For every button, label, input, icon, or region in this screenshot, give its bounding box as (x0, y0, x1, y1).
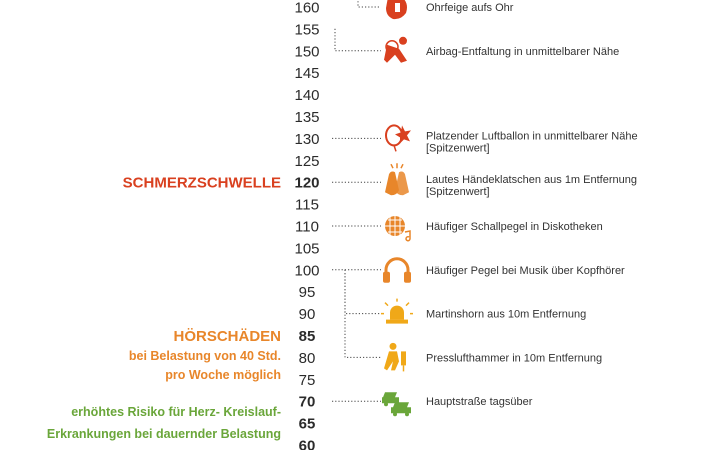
db-tick-label: 110 (295, 218, 319, 236)
db-tick-label: 155 (294, 21, 320, 39)
hand-shape (395, 3, 400, 12)
db-tick-label: 80 (298, 349, 316, 367)
db-tick-label: 70 (298, 393, 316, 411)
source-label: Hauptstraße tagsüber (426, 396, 533, 409)
ear-cup-left (383, 272, 390, 283)
db-tick-label: 105 (294, 240, 320, 258)
slap-icon (386, 0, 407, 19)
source-label: Lautes Händeklatschen aus 1m Entfernung (426, 174, 637, 187)
siren-icon (381, 299, 413, 324)
zone-heading: SCHMERZSCHWELLE (122, 174, 281, 192)
db-tick-label: 120 (294, 174, 320, 192)
source-label: Ohrfeige aufs Ohr (426, 2, 514, 14)
cars-icon (382, 392, 411, 416)
db-tick-label: 60 (298, 437, 316, 450)
ear-cup-right (404, 272, 411, 283)
connector-line (335, 29, 381, 51)
source-label: Martinshorn aus 10m Entfernung (426, 308, 587, 321)
db-tick-label: 75 (298, 371, 316, 389)
db-tick-label: 135 (294, 109, 320, 126)
car-front-wheel (393, 412, 397, 416)
db-tick-label: 90 (298, 306, 316, 324)
source-note: [Spitzenwert] (426, 142, 490, 155)
siren-dome (390, 306, 404, 320)
music-note (405, 231, 410, 241)
headphones-icon (383, 259, 411, 283)
zone-heading: HÖRSCHÄDEN (173, 328, 281, 345)
person-head (399, 37, 407, 45)
db-tick-label: 85 (298, 328, 316, 345)
headband (386, 259, 408, 274)
source-label: Platzender Luftballon in unmittelbarer Nähe (426, 130, 638, 143)
source-label: Häufiger Pegel bei Musik über Kopfhörer (426, 264, 625, 277)
db-tick-label: 125 (294, 152, 320, 170)
db-tick-label: 150 (294, 43, 320, 61)
connector-line (345, 270, 381, 314)
db-tick-label: 130 (294, 130, 320, 148)
zone-heading: erhöhtes Risiko für Herz- Kreislauf- (71, 405, 281, 420)
worker-body (384, 351, 399, 370)
zone-description: Erkrankungen bei dauernder Belastung (46, 427, 281, 442)
person-body (384, 45, 407, 63)
balloon-icon (386, 125, 411, 151)
source-label: Airbag-Entfaltung in unmittelbarer Nähe (426, 45, 620, 58)
db-tick-label: 100 (294, 262, 320, 280)
airbag-icon (384, 37, 407, 63)
db-tick-label: 140 (294, 87, 320, 105)
car-front (391, 402, 411, 413)
source-label: Presslufthammer in 10m Entfernung (426, 352, 603, 365)
jackhammer-icon (384, 343, 406, 372)
burst-shape (395, 125, 411, 143)
worker-head (390, 343, 397, 350)
source-label: Häufiger Schallpegel in Diskotheken (426, 221, 603, 233)
disco-ball-icon (385, 216, 410, 241)
db-tick-label: 145 (294, 65, 320, 83)
siren-base (386, 320, 408, 324)
car-back-wheel (384, 402, 388, 406)
hammer-body (401, 351, 406, 365)
hand-right (395, 172, 409, 196)
db-tick-label: 65 (298, 415, 316, 433)
db-tick-label: 160 (294, 0, 320, 17)
clap-lines (391, 163, 403, 168)
clapping-icon (385, 163, 409, 195)
car-back (382, 392, 399, 403)
zone-description: bei Belastung von 40 Std. (128, 349, 281, 363)
car-front-wheel (405, 412, 409, 416)
zone-description: pro Woche möglich (165, 368, 281, 382)
source-note: [Spitzenwert] (426, 186, 490, 199)
db-tick-label: 115 (295, 196, 319, 214)
db-tick-label: 95 (298, 284, 316, 302)
connector-line (358, 0, 381, 7)
string-shape (394, 145, 396, 151)
